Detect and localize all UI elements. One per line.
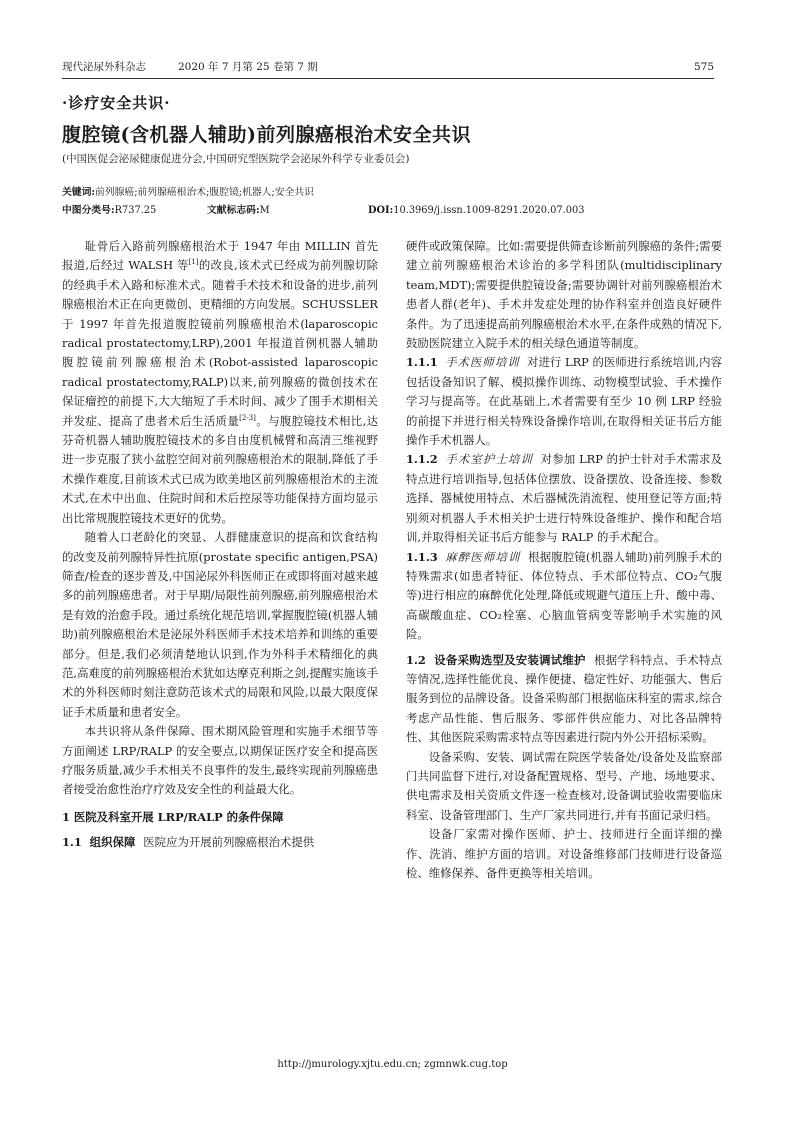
subsection-1-1-3-text: 根据腹腔镜(机器人辅助)前列腺手术的特殊需求(如患者特征、体位特点、手术部位特点、CO₂气腹等)进行相应的麻醉优化处理,降低或规避气道压上升、酸中毒、高碳酸血症、CO₂栓塞、心脑血管病变等影响手术实施的风险。 — [406, 549, 722, 642]
page-number: 575 — [693, 61, 714, 73]
maintenance-paragraph: 设备厂家需对操作医师、护士、技师进行全面详细的操作、洗消、维护方面的培训。对设备维修部门技师进行设备巡检、维修保养、备件更换等相关培训。 — [406, 827, 722, 880]
continued-paragraph: 硬件或政策保障。比如:需要提供筛查诊断前列腺癌的条件;需要建立前列腺癌根治术诊治的多学科团队(multidisciplinary team,MDT);需要提供腔镜设备;需要协调针对前列腺癌根治术患者人群(老年)、手术并发症处理的协作科室并创造良好硬件条件。为了迅速提高前列腺癌根治术水平,在条件成熟的情况下,鼓励医院建立入院手术的相关绿色通道等制度。 — [406, 239, 722, 351]
subsection-1-1-3 — [406, 548, 722, 645]
article-title: 腹腔镜(含机器人辅助)前列腺癌根治术安全共识 — [62, 124, 471, 146]
doi-value: 10.3969/j.issn.1009-8291.2020.07.003 — [393, 205, 585, 216]
intro-p1-part-b: 的改良,该术式已经成为前列腺切除的经典手术入路和标准术式。随着手术技术和设备的进步,前列腺癌根治术正在向更微创、更精细的方向发展。SCHUSSLER 于 1997 年首先报道腹腔镜前列腺癌根治术(laparoscopic radical prostatectomy,LRP),2001 年报道首例机器人辅助腹腔镜前列腺癌根治术(Robot-assisted laparoscopic radical prostatectomy,RALP)以来,前列腺癌的微创技术在保证瘤控的前提下,大大缩短了手术时间、减少了围手术期相关并发症、提高了患者术后生活质量 — [62, 258, 378, 428]
keywords-value: 前列腺癌;前列腺癌根治术;腹腔镜;机器人;安全共识 — [95, 187, 314, 198]
subsection-1-2-text: 根据学科特点、手术特点等情况,选择性能优良、操作便捷、稳定性好、功能强大、售后服务到位的品牌设备。设备采购部门根据临床科室的需求,综合考虑产品性能、售后服务、零部件供应能力、对比各品牌特性、其他医院采购需求特点等因素进行院内外公开招标采购。 — [406, 652, 722, 745]
subsection-1-1-1-title: 手术医师培训 — [445, 355, 520, 370]
subsection-1-1-3-title: 麻醉医师培训 — [445, 549, 521, 564]
keywords-label: 关键词: — [62, 187, 96, 198]
classification-line — [62, 204, 202, 218]
subsection-1-2-number: 1.2 — [406, 652, 426, 667]
intro-p1-part-a: 耻骨后入路前列腺癌根治术于 1947 年由 MILLIN 首先报道,后经过 WALSH 等 — [62, 239, 378, 273]
intro-paragraph-2: 随着人口老龄化的突显、人群健康意识的提高和饮食结构的改变及前列腺特异性抗原(prostate specific antigen,PSA)筛查/检查的逐步普及,中国泌尿外科医师正在或即将面对越来越多的前列腺癌患者。对于早期/局限性前列腺癌,前列腺癌根治术是有效的治愈手段。通过系统化规范培训,掌握腹腔镜(机器人辅助)前列腺癌根治术是泌尿外科医师手术技术培养和训练的重要部分。但是,我们必须清楚地认识到,作为外科手术精细化的典范,高难度的前列腺癌根治术犹如达摩克利斯之剑,提醒实施该手术的外科医师时刻注意防范该术式的局限和风险,以最大限度保证手术质量和患者安全。 — [62, 530, 378, 719]
document-code-label: 文献标志码: — [207, 205, 260, 216]
section-heading-1: 1 医院及科室开展 LRP/RALP 的条件保障 — [62, 809, 284, 824]
subsection-1-1-text: 医院应为开展前列腺癌根治术提供 — [143, 835, 315, 850]
subsection-1-1-2-title: 手术室护士培训 — [445, 452, 534, 467]
keywords-line — [62, 186, 722, 200]
intro-paragraph-1 — [62, 237, 378, 528]
author-affiliation: (中国医促会泌尿健康促进分会,中国研究型医院学会泌尿外科学专业委员会) — [62, 153, 410, 165]
subsection-1-1-number: 1.1 — [62, 835, 82, 850]
subsection-1-1-2-number: 1.1.2 — [406, 452, 438, 467]
document-code-value: M — [259, 205, 270, 216]
subsection-1-1-1-number: 1.1.1 — [406, 355, 438, 370]
citation-2-3: [2-3] — [239, 413, 256, 422]
left-column — [62, 237, 378, 853]
subsection-1-1-2 — [406, 450, 722, 547]
doi-label: DOI: — [368, 205, 394, 216]
subsection-1-1-title: 组织保障 — [89, 835, 136, 850]
subsection-1-1 — [62, 833, 378, 852]
subsection-1-2-title: 设备采购选型及安装调试维护 — [434, 652, 586, 667]
issue-info: 2020 年 7 月第 25 卷第 7 期 — [178, 61, 318, 73]
intro-paragraph-3: 本共识将从条件保障、围术期风险管理和实施手术细节等方面阐述 LRP/RALP 的安全要点,以期保证医疗安全和提高医疗服务质量,减少手术相关不良事件的发生,最终实现前列腺癌患者接受治愈性治疗疗效及安全性的利益最大化。 — [62, 724, 378, 797]
intro-p1-part-c: 。与腹腔镜技术相比,达芬奇机器人辅助腹腔镜技术的多自由度机械臂和高清三维视野进一步克服了狭小盆腔空间对前列腺癌根治术的限制,降低了手术操作难度,目前该术式已成为欧美地区前列腺癌根治术的主流术式,在术中出血、住院时间和术后控尿等功能保持方面均显示出比常规腹腔镜技术更好的优势。 — [62, 413, 378, 525]
running-head — [62, 58, 714, 76]
citation-1: [1] — [188, 258, 199, 267]
doi-line — [368, 204, 708, 218]
subsection-1-1-2-text: 对参加 LRP 的护士针对手术需求及特点进行培训指导,包括体位摆放、设备摆放、设备连接、参数选择、器械使用特点、术后器械洗消流程、使用登记等方面;特别须对机器人手术相关护士进行特殊设备维护、操作和配合培训,并取得相关证书后方能参与 RALP 的手术配合。 — [406, 452, 722, 545]
document-code-line — [207, 204, 347, 218]
subsection-1-2 — [406, 651, 722, 748]
classification-value: R737.25 — [114, 205, 157, 216]
installation-paragraph: 设备采购、安装、调试需在院医学装备处/设备处及监察部门共同监督下进行,对设备配置规格、型号、产地、场地要求、供电需求及相关资质文件逐一检查核对,设备调试验收需要临床科室、设备管理部门、生产厂家共同进行,并有书面记录归档。 — [406, 749, 722, 822]
footer-urls: http://jmurology.xjtu.edu.cn; zgmnwk.cug.top — [277, 1059, 508, 1070]
header-divider — [62, 78, 714, 79]
journal-name: 现代泌尿外科杂志 — [62, 61, 146, 73]
section-tag: ·诊疗安全共识· — [62, 94, 171, 112]
classification-label: 中图分类号: — [62, 205, 115, 216]
subsection-1-1-3-number: 1.1.3 — [406, 549, 438, 564]
right-column — [406, 237, 722, 883]
subsection-1-1-1 — [406, 353, 722, 450]
subsection-1-1-1-text: 对进行 LRP 的医师进行系统培训,内容包括设备知识了解、模拟操作训练、动物模型试验、手术操作学习与提高等。在此基础上,术者需要有至少 10 例 LRP 经验的前提下并进行相关特殊设备操作培训,在取得相关证书后方能操作手术机器人。 — [406, 355, 722, 448]
